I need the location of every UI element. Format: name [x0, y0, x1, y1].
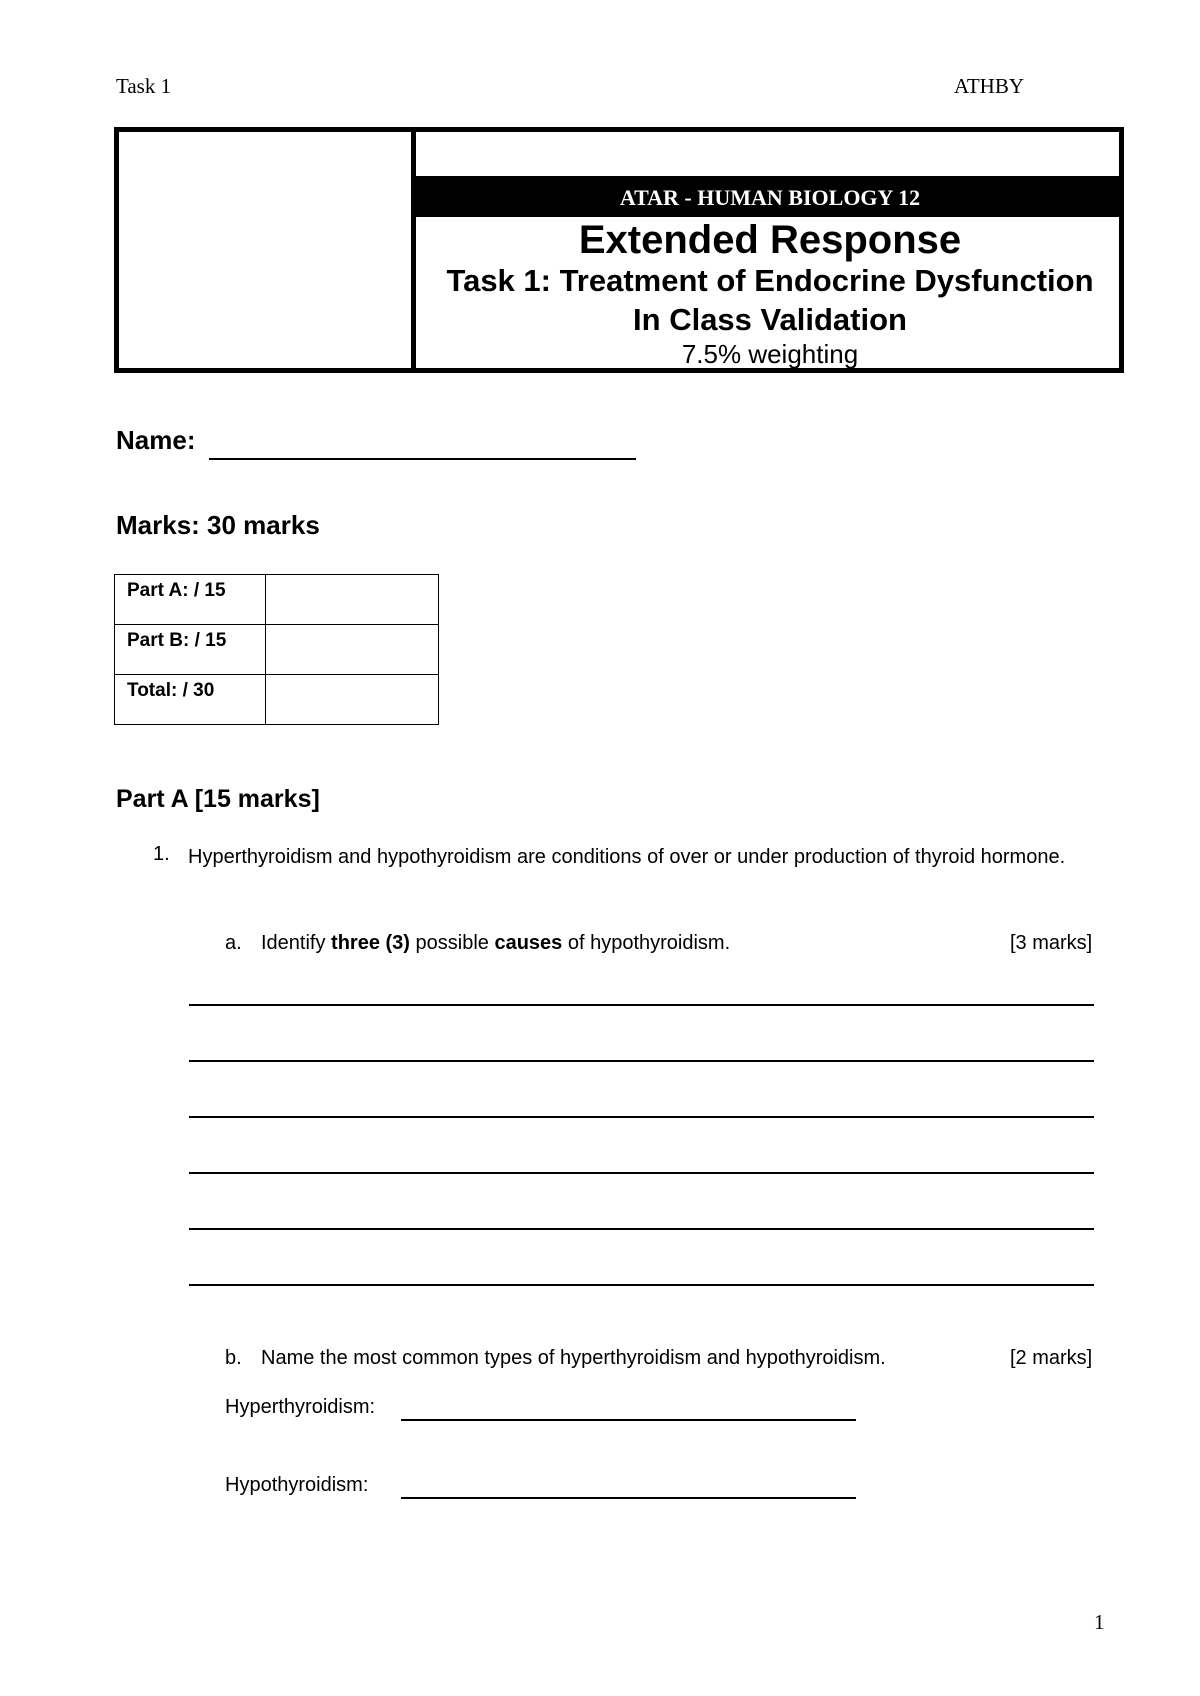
score-field[interactable] — [266, 625, 439, 675]
answer-line[interactable] — [189, 1172, 1094, 1174]
score-label: Part B: / 15 — [115, 625, 266, 675]
answer-line[interactable] — [189, 1004, 1094, 1006]
hypothyroidism-label: Hypothyroidism: — [225, 1474, 369, 1496]
answer-line[interactable] — [189, 1116, 1094, 1118]
weighting-label: 7.5% weighting — [681, 339, 859, 369]
name-field[interactable] — [209, 458, 636, 460]
subquestion-text-part: of hypothyroidism. — [562, 932, 731, 954]
marks-label: Marks: 30 marks — [116, 510, 320, 540]
task-subtitle: In Class Validation — [633, 302, 907, 337]
section-heading: Part A [15 marks] — [116, 785, 320, 813]
subquestion-letter: a. — [225, 932, 242, 954]
hyperthyroidism-label: Hyperthyroidism: — [225, 1396, 376, 1418]
table-row — [115, 575, 439, 625]
marks-allocation: [2 marks] — [1010, 1347, 1093, 1369]
score-field[interactable] — [266, 575, 439, 625]
score-label: Part A: / 15 — [115, 575, 266, 625]
header-right-code: ATHBY — [954, 74, 1025, 98]
question-number: 1. — [153, 843, 170, 865]
answer-line[interactable] — [189, 1284, 1094, 1286]
subquestion-text — [261, 932, 730, 955]
subquestion-letter: b. — [225, 1347, 242, 1369]
answer-line[interactable] — [189, 1060, 1094, 1062]
course-band: ATAR - HUMAN BIOLOGY 12 — [416, 180, 1124, 214]
answer-line[interactable] — [189, 1228, 1094, 1230]
logo-cell — [114, 127, 416, 373]
subquestion-text-part: possible — [409, 932, 495, 954]
name-label: Name: — [116, 425, 196, 455]
score-table — [114, 574, 439, 725]
table-row — [115, 675, 439, 725]
hypothyroidism-field[interactable] — [401, 1497, 856, 1499]
score-field[interactable] — [266, 675, 439, 725]
page-number: 1 — [1094, 1610, 1105, 1634]
task-title: Task 1: Treatment of Endocrine Dysfunction — [446, 263, 1094, 298]
header-left-label: Task 1 — [116, 74, 172, 98]
subquestion-text: Name the most common types of hyperthyroidism and hypothyroidism. — [261, 1347, 886, 1369]
subquestion-text-part: Identify — [261, 932, 332, 954]
document-title: Extended Response — [578, 218, 962, 262]
score-label: Total: / 30 — [115, 675, 266, 725]
emphasis-text: causes — [494, 932, 563, 954]
table-row — [115, 625, 439, 675]
question-text: Hyperthyroidism and hypothyroidism are conditions of over or under production of thyroid hormone. — [188, 846, 1066, 868]
marks-allocation: [3 marks] — [1010, 932, 1093, 954]
emphasis-text: three (3) — [331, 932, 410, 954]
hyperthyroidism-field[interactable] — [401, 1419, 856, 1421]
